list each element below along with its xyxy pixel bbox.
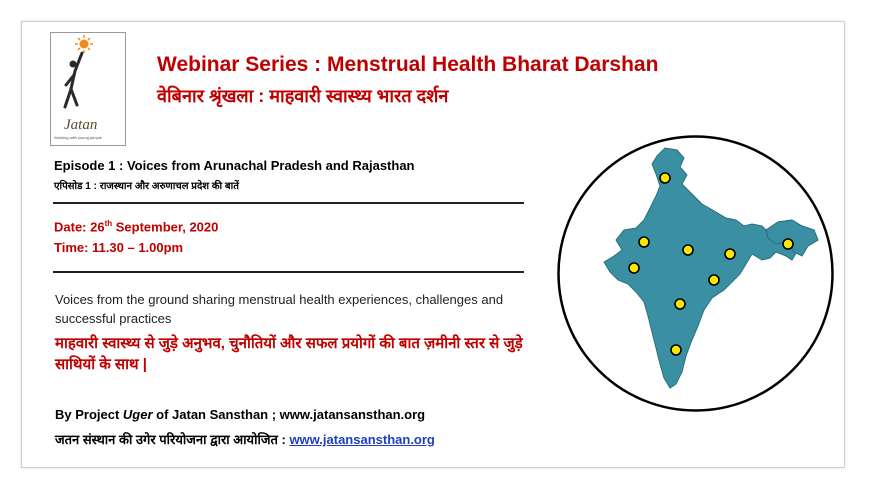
website-link[interactable]: www.jatansansthan.org [289, 432, 435, 447]
divider [53, 271, 524, 273]
episode-title: Episode 1 : Voices from Arunachal Pradesh and Rajasthan [54, 158, 415, 173]
divider [53, 202, 524, 204]
jatan-logo [50, 32, 126, 146]
location-dot [783, 239, 793, 249]
location-dot [725, 249, 735, 259]
location-dot [639, 237, 649, 247]
location-dot [660, 173, 670, 183]
india-map [556, 134, 835, 413]
location-dot [683, 245, 693, 255]
description-hindi: माहवारी स्वास्थ्य से जुड़े अनुभव, चुनौतियों और सफल प्रयोगों की बात ज़मीनी स्तर से जुड़े साथियों के साथ | [55, 335, 523, 373]
sun-icon [75, 35, 93, 53]
episode-title-hindi: एपिसोड 1 : राजस्थान और अरुणाचल प्रदेश की बातें [54, 181, 239, 192]
location-dot [671, 345, 681, 355]
location-dot [629, 263, 639, 273]
organizer-line-hindi: जतन संस्थान की उगेर परियोजना द्वारा आयोजित : www.jatansansthan.org [55, 432, 435, 447]
page-title: Webinar Series : Menstrual Health Bharat Darshan [157, 53, 659, 76]
location-dot [675, 299, 685, 309]
location-dot [709, 275, 719, 285]
description: Voices from the ground sharing menstrual health experiences, challenges and successful practices [55, 292, 504, 326]
event-date: Date: 26th September, 2020 [54, 219, 219, 235]
event-time: Time: 11.30 – 1.00pm [54, 240, 184, 255]
person-icon [65, 53, 82, 107]
logo-tagline: Working with young people [54, 135, 102, 140]
logo-name: Jatan [64, 117, 98, 133]
jatan-logo-figure [51, 33, 125, 119]
page-title-hindi: वेबिनार श्रृंखला : माहवारी स्वास्थ्य भारत दर्शन [157, 86, 449, 106]
organizer-line: By Project Uger of Jatan Sansthan ; www.jatansansthan.org [55, 407, 426, 422]
